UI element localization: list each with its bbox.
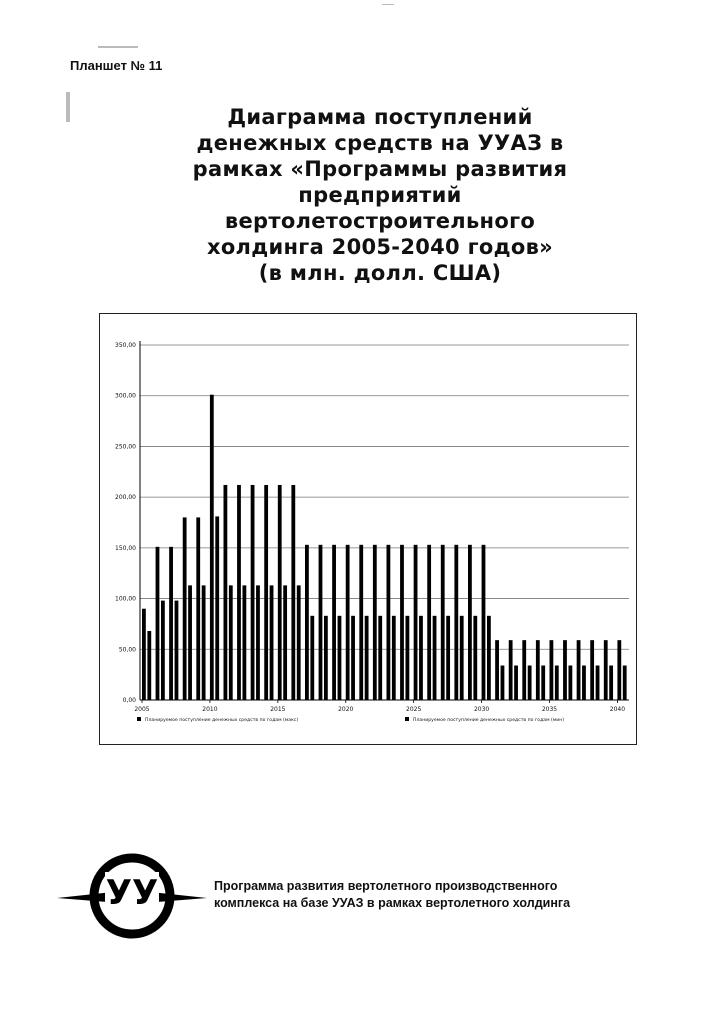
legend-label: Планируемое поступление денежных средств по годам (макс) <box>145 718 299 723</box>
bar-min <box>568 666 572 700</box>
y-tick-label: 300,00 <box>115 392 136 400</box>
x-tick-label: 2035 <box>541 706 558 713</box>
title-line: холдинга 2005-2040 годов» <box>206 235 554 259</box>
bar-min <box>161 601 165 700</box>
bar-min <box>202 585 206 700</box>
bar-max <box>373 545 377 700</box>
bar-min <box>256 585 260 700</box>
bar-min <box>324 616 328 700</box>
bar-max <box>346 545 350 700</box>
bar-max <box>577 640 581 700</box>
bar-max <box>590 640 594 700</box>
bar-max <box>237 485 241 700</box>
bar-max <box>169 547 173 700</box>
bar-max <box>278 485 282 700</box>
bar-min <box>460 616 464 700</box>
bar-min <box>405 616 409 700</box>
bar-max <box>495 640 499 700</box>
bar-max <box>441 545 445 700</box>
bar-min <box>473 616 477 700</box>
y-tick-label: 0,00 <box>122 697 136 704</box>
bar-max <box>224 485 228 700</box>
bar-min <box>582 666 586 700</box>
bar-max <box>563 640 567 700</box>
bar-min <box>365 616 369 700</box>
bar-max <box>550 640 554 700</box>
x-tick-label: 2030 <box>473 706 490 713</box>
title-line: рамках «Программы развития <box>192 157 568 181</box>
bar-max <box>522 640 526 700</box>
title-line: Диаграмма поступлений <box>227 105 533 129</box>
bar-max <box>264 485 268 700</box>
scan-noise <box>98 46 138 48</box>
logo-letters: УУ <box>105 873 159 913</box>
bar-min <box>338 616 342 700</box>
bar-max <box>387 545 391 700</box>
bar-max <box>427 545 431 700</box>
bar-max <box>468 545 472 700</box>
bar-max <box>251 485 255 700</box>
bar-max <box>156 547 160 700</box>
bar-min <box>242 585 246 700</box>
bar-min <box>283 585 287 700</box>
legend-label: Планируемое поступление денежных средств по годам (мин) <box>413 718 565 723</box>
y-tick-label: 250,00 <box>115 443 136 451</box>
bar-min <box>378 616 382 700</box>
bar-max <box>305 545 309 700</box>
bar-min <box>188 585 192 700</box>
x-tick-label: 2010 <box>202 706 218 713</box>
bar-min <box>433 616 437 700</box>
x-tick-label: 2005 <box>134 706 150 713</box>
bar-max <box>400 545 404 700</box>
bar-min <box>541 666 545 700</box>
footer-caption <box>214 878 614 912</box>
bar-max <box>183 517 187 700</box>
page-title <box>120 104 640 286</box>
bar-min <box>270 585 274 700</box>
x-tick-label: 2020 <box>338 706 354 713</box>
bar-max <box>509 640 513 700</box>
bar-min <box>310 616 314 700</box>
title-line: предприятий <box>298 183 462 207</box>
bar-min <box>419 616 423 700</box>
title-line: денежных средств на УУАЗ в <box>196 131 564 155</box>
bar-min <box>528 666 532 700</box>
y-tick-label: 100,00 <box>115 595 136 603</box>
bar-min <box>596 666 600 700</box>
bar-max <box>291 485 295 700</box>
footer-line: Программа развития вертолетного производственного <box>214 879 558 893</box>
bar-max <box>604 640 608 700</box>
bar-max <box>210 395 214 700</box>
bar-min <box>297 585 301 700</box>
bar-min <box>229 585 233 700</box>
x-tick-label: 2015 <box>270 706 286 713</box>
bar-min <box>514 666 518 700</box>
legend-swatch <box>137 717 141 721</box>
title-line: вертолетостроительного <box>224 209 536 233</box>
scan-noise <box>382 4 394 5</box>
bar-min <box>147 631 151 700</box>
x-tick-label: 2040 <box>609 706 626 713</box>
bar-min <box>501 666 505 700</box>
y-tick-label: 50,00 <box>118 646 136 654</box>
y-tick-label: 200,00 <box>115 494 136 502</box>
footer-line: комплекса на базе УУАЗ в рамках вертолетного холдинга <box>214 896 571 910</box>
bar-max <box>359 545 363 700</box>
bar-min <box>555 666 559 700</box>
bar-max <box>536 640 540 700</box>
bar-min <box>609 666 613 700</box>
helicopter-logo <box>57 846 207 946</box>
bar-min <box>446 616 450 700</box>
bar-max <box>142 609 146 700</box>
scan-noise <box>66 92 70 122</box>
bar-max <box>414 545 418 700</box>
legend-swatch <box>405 717 409 721</box>
bar-max <box>617 640 621 700</box>
tablet-label: Планшет № 11 <box>70 58 163 73</box>
bar-max <box>482 545 486 700</box>
bar-min <box>175 601 179 700</box>
bar-max <box>454 545 458 700</box>
bar-max <box>196 517 200 700</box>
bar-max <box>319 545 323 700</box>
y-tick-label: 150,00 <box>115 544 136 552</box>
bar-min <box>623 666 627 700</box>
bar-max <box>332 545 336 700</box>
title-line: (в млн. долл. США) <box>258 261 502 285</box>
y-tick-label: 350,00 <box>115 342 136 349</box>
x-tick-label: 2025 <box>406 706 422 713</box>
bar-min <box>487 616 491 700</box>
bar-chart <box>99 313 637 745</box>
bar-min <box>215 516 219 700</box>
bar-min <box>351 616 355 700</box>
bar-min <box>392 616 396 700</box>
